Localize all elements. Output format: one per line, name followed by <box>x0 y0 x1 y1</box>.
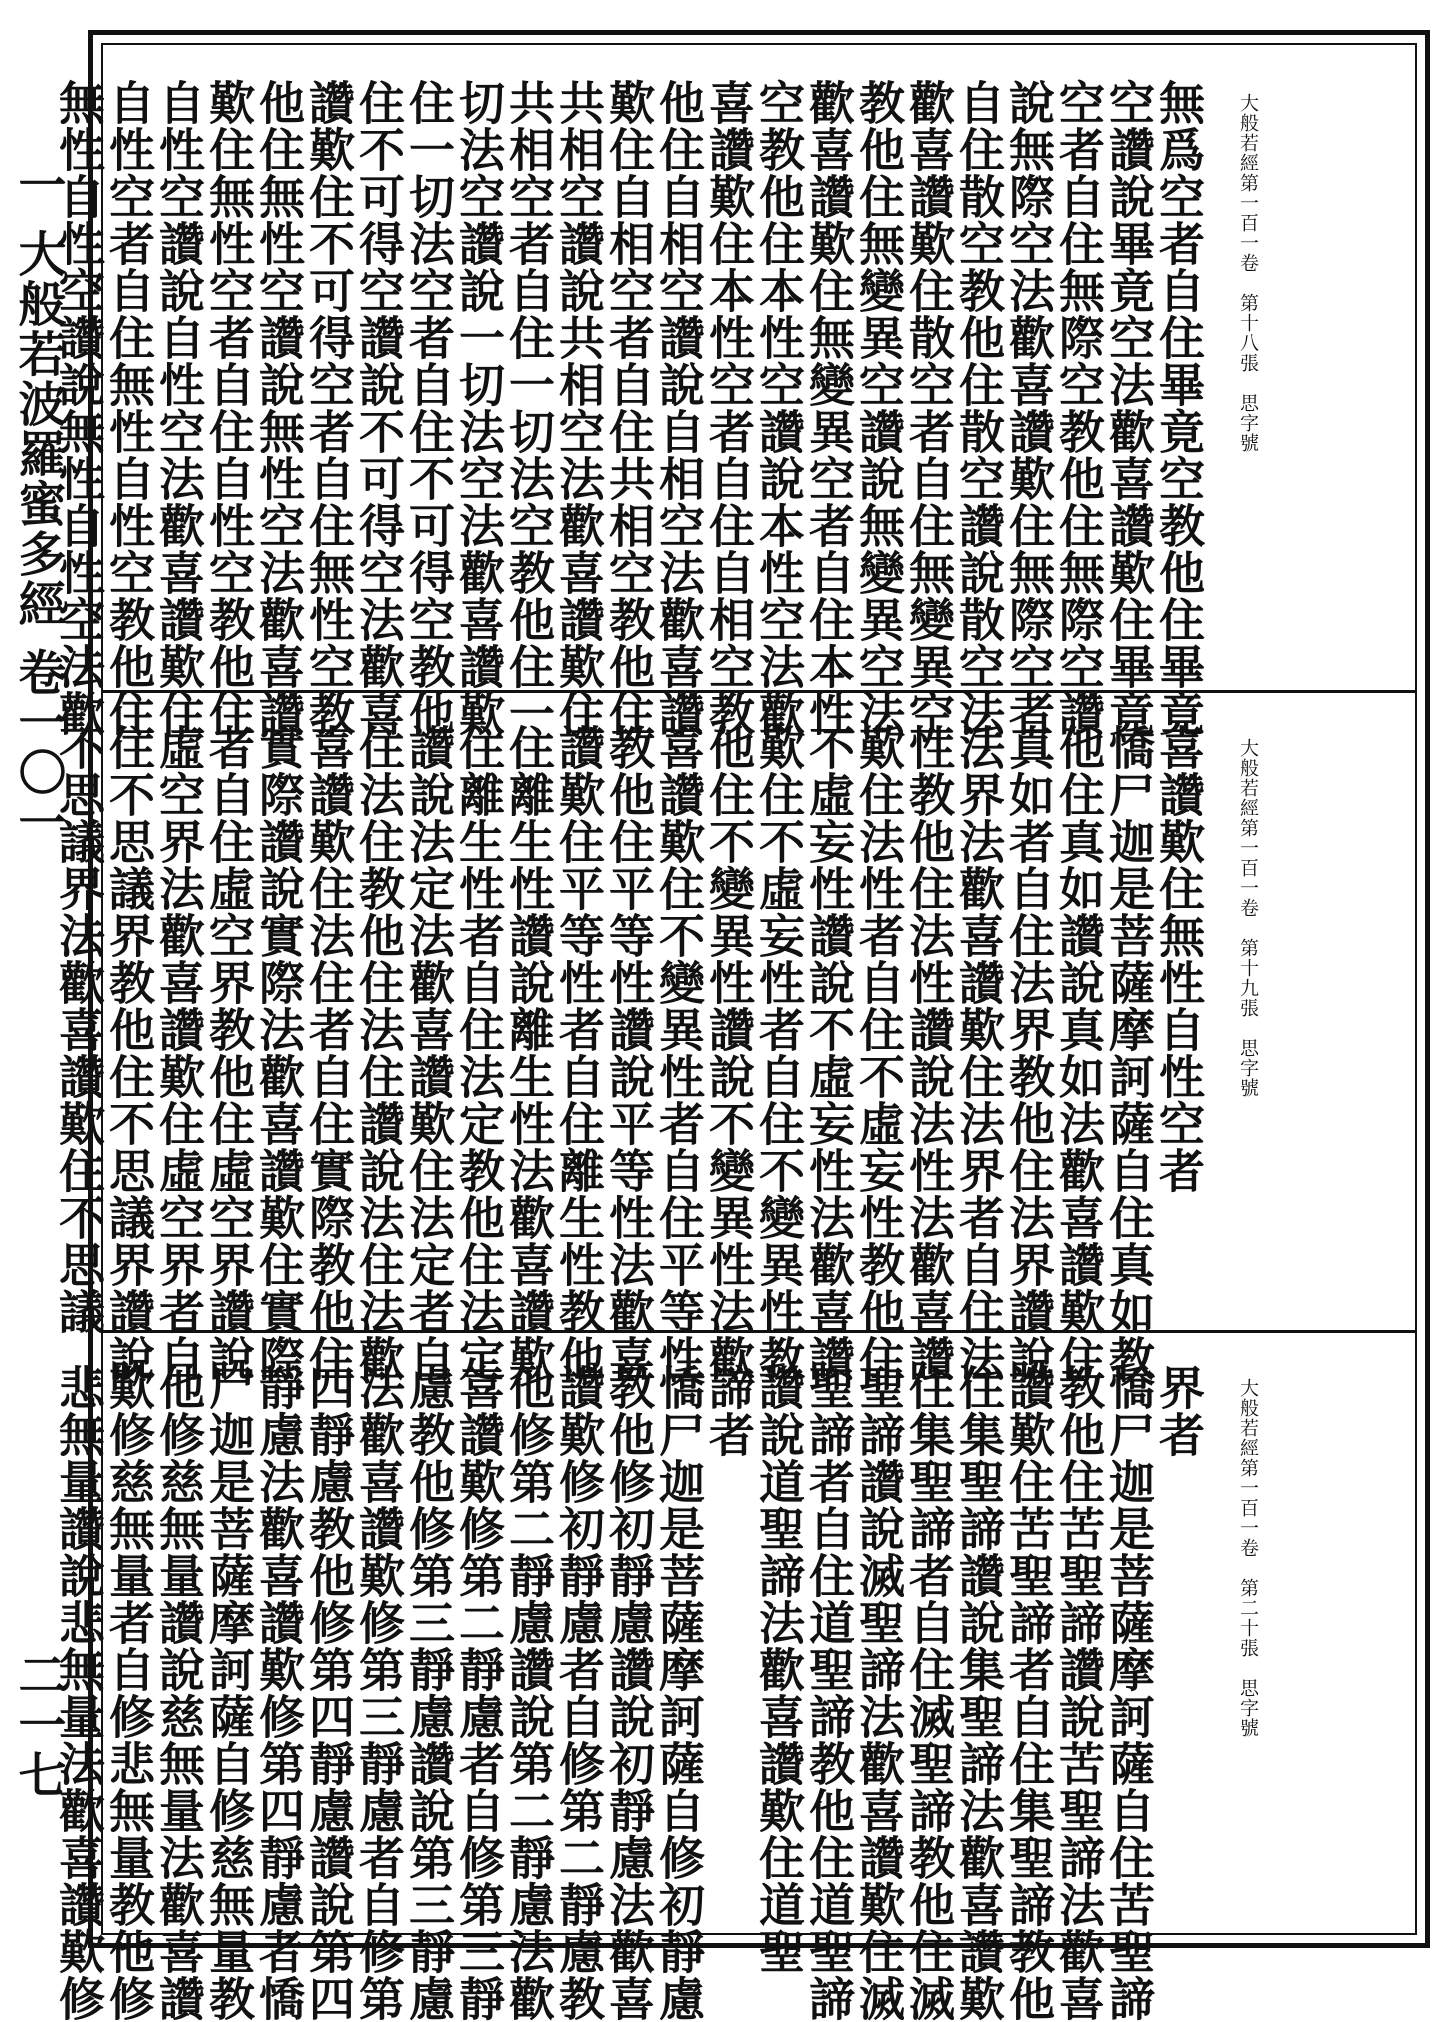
text-column: 尸迦是菩薩摩訶薩自修慈無量教 <box>202 1364 256 2022</box>
text-column: 讚歎住不可得空者自住無性空教 <box>302 79 356 737</box>
text-column: 喜讚歎修第二靜慮者自修第三靜 <box>452 1364 506 2022</box>
panel-marginal-note: 大般若經第一百一卷 第十九張 思字號 <box>1237 738 1259 1098</box>
text-column: 他住自相空讚說自相空法歡喜讚 <box>652 79 706 737</box>
text-column: 聖諦讚說滅聖諦法歡喜讚歎住滅 <box>852 1364 906 2022</box>
text-column: 喜讚歎住法住者自住實際教他住 <box>302 724 356 1382</box>
text-column: 不虛妄性讚說不虛妄性法歡喜讚 <box>802 724 856 1382</box>
text-column: 他住無性空讚說無性空法歡喜讚 <box>252 79 306 737</box>
text-column: 歎住不虛妄性者自住不變異性教 <box>752 724 806 1382</box>
text-column: 空教他住本性空讚說本性空法歡 <box>752 79 806 737</box>
panel-marginal-note: 大般若經第一百一卷 第二十張 思字號 <box>1237 1378 1259 1738</box>
text-column: 切法空讚說一切法空法歡喜讚歎 <box>452 79 506 737</box>
text-column: 歎住法性者自住不虛妄性教他住 <box>852 724 906 1382</box>
text-column: 他住真如讚說真如法歡喜讚歎住 <box>1052 724 1106 1382</box>
text-column: 空者自住無際空教他住無際空讚 <box>1052 79 1106 737</box>
text-column: 聖諦者自住道聖諦教他住道聖諦 <box>802 1364 856 2022</box>
text-column: 憍尸迦是菩薩摩訶薩自住苦聖諦 <box>1102 1364 1156 2022</box>
text-column: 四靜慮教他修第四靜慮讚說第四 <box>302 1364 356 2022</box>
text-column: 諦者 <box>702 1364 756 1458</box>
sutra-title: 一 大般若波羅蜜多經 卷一〇一 <box>10 160 66 848</box>
text-column: 住法住教他住法住讚說法住法歡 <box>352 724 406 1382</box>
text-column: 共相空者自住一切法空教他住一 <box>502 79 556 737</box>
text-column: 他修第二靜慮讚說第二靜慮法歡 <box>502 1364 556 2022</box>
text-column: 自性空者自住無性自性空教他住 <box>102 79 156 737</box>
text-column: 自性空讚說自性空法歡喜讚歎住 <box>152 79 206 737</box>
text-column: 教他住苦聖諦讚說苦聖諦法歡喜 <box>1052 1364 1106 2022</box>
text-column: 喜讚歎住不變異性者自住平等性 <box>652 724 706 1382</box>
text-column: 教他住平等性讚說平等性法歡喜 <box>602 724 656 1382</box>
text-column: 法界法歡喜讚歎住法界者自住法 <box>952 724 1006 1382</box>
text-columns <box>52 1364 1206 2022</box>
text-column: 教他修初靜慮讚說初靜慮法歡喜 <box>602 1364 656 2022</box>
text-column: 靜慮法歡喜讚歎修第四靜慮者憍 <box>252 1364 306 2022</box>
text-column: 慮教他修第三靜慮讚說第三靜慮 <box>402 1364 456 2022</box>
text-column: 性教他住法性讚說法性法歡喜讚 <box>902 724 956 1382</box>
text-column: 法歡喜讚歎修第三靜慮者自修第 <box>352 1364 406 2022</box>
text-column: 他修慈無量讚說慈無量法歡喜讚 <box>152 1364 206 2022</box>
text-panel-2 <box>52 690 1415 1382</box>
text-column: 界者 <box>1152 1364 1206 1458</box>
text-column: 住離生性者自住法定教他住法定 <box>452 724 506 1382</box>
text-column: 讚說法定法歡喜讚歎住法定者自 <box>402 724 456 1382</box>
text-column: 住離生性讚說離生性法歡喜讚歎 <box>502 724 556 1382</box>
text-columns <box>52 79 1206 737</box>
text-column: 憍尸迦是菩薩摩訶薩自修初靜慮 <box>652 1364 706 2022</box>
text-column: 住不可得空讚說不可得空法歡喜 <box>352 79 406 737</box>
text-column: 歎修慈無量者自修悲無量教他修 <box>102 1364 156 2022</box>
page-frame-inner <box>52 43 1417 2022</box>
text-column: 憍尸迦是菩薩摩訶薩自住真如教 <box>1102 724 1156 1382</box>
text-column: 讚歎住平等性者自住離生性教他 <box>552 724 606 1382</box>
text-column: 歡喜讚歎住無變異空者自住本性 <box>802 79 856 737</box>
text-column: 讚說道聖諦法歡喜讚歎住道聖 <box>752 1364 806 1975</box>
text-column: 歎住無性空者自住自性空教他住 <box>202 79 256 737</box>
text-column: 共相空讚說共相空法歡喜讚歎住 <box>552 79 606 737</box>
panel-marginal-note: 大般若經第一百一卷 第十八張 思字號 <box>1237 93 1259 453</box>
text-column: 住不思議界教他住不思議界讚說 <box>102 724 156 1382</box>
text-column: 虛空界法歡喜讚歎住虛空界者自 <box>152 724 206 1382</box>
text-column: 歎住自相空者自住共相空教他住 <box>602 79 656 737</box>
text-column: 住集聖諦讚說集聖諦法歡喜讚歎 <box>952 1364 1006 2022</box>
text-columns <box>52 724 1206 1382</box>
page-frame <box>52 30 1430 2022</box>
text-column: 住一切法空者自住不可得空教他 <box>402 79 456 737</box>
text-panel-1 <box>52 45 1415 737</box>
text-column: 無爲空者自住畢竟空教他住畢竟 <box>1152 79 1206 737</box>
text-column: 自住散空教他住散空讚說散空法 <box>952 79 1006 737</box>
text-column: 者自住虛空界教他住虛空界讚說 <box>202 724 256 1382</box>
text-column: 讚歎住苦聖諦者自住集聖諦教他 <box>1002 1364 1056 2022</box>
text-column: 住集聖諦者自住滅聖諦教他住滅 <box>902 1364 956 2022</box>
text-column: 喜讚歎住本性空者自住自相空教 <box>702 79 756 737</box>
text-column: 說無際空法歡喜讚歎住無際空者 <box>1002 79 1056 737</box>
text-column: 他住不變異性讚說不變異性法歡 <box>702 724 756 1382</box>
text-column: 實際讚說實際法歡喜讚歎住實際 <box>252 724 306 1382</box>
text-column: 喜讚歎住無性自性空者 <box>1152 724 1206 1194</box>
text-column: 讚歎修初靜慮者自修第二靜慮教 <box>552 1364 606 2022</box>
text-column: 真如者自住法界教他住法界讚說 <box>1002 724 1056 1382</box>
text-column: 教他住無變異空讚說無變異空法 <box>852 79 906 737</box>
text-column: 無性自性空讚說無性自性空法歡 <box>52 79 106 737</box>
text-column: 歡喜讚歎住散空者自住無變異空 <box>902 79 956 737</box>
text-column: 空讚說畢竟空法歡喜讚歎住畢竟 <box>1102 79 1156 737</box>
text-column: 不思議界法歡喜讚歎住不思議 <box>52 724 106 1335</box>
text-panel-3 <box>52 1330 1415 2022</box>
text-column: 悲無量讚說悲無量法歡喜讚歎修 <box>52 1364 106 2022</box>
page-number: 二一七 <box>10 1650 66 1800</box>
